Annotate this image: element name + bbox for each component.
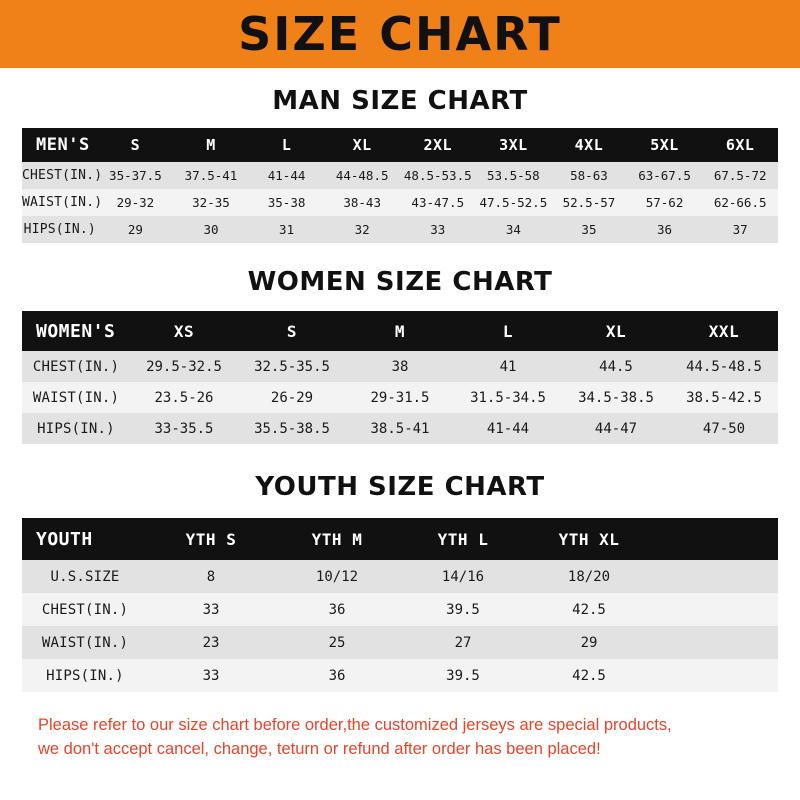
- column-header: L: [502, 321, 514, 341]
- column-header: YTH XL: [558, 529, 620, 549]
- footer-note-line-1: Please refer to our size chart before order,the customized jerseys are special products,: [38, 716, 672, 734]
- table-cell: 35-37.5: [109, 168, 162, 183]
- table-cell: 57-62: [645, 195, 684, 210]
- table-row: [22, 162, 778, 189]
- table-cell: 27: [454, 634, 472, 651]
- column-header: 2XL: [423, 136, 453, 154]
- footer-note: [22, 714, 778, 762]
- man-size-table: [22, 128, 778, 243]
- women-section-title: WOMEN SIZE CHART: [247, 267, 553, 297]
- table-cell: 44-48.5: [335, 168, 389, 183]
- column-header: [652, 518, 778, 560]
- table-cell: 44.5: [599, 358, 633, 375]
- table-cell: 42.5: [572, 667, 606, 684]
- table-cell: 33: [202, 601, 220, 618]
- row-label: CHEST(IN.): [22, 168, 103, 183]
- column-header: M: [394, 321, 406, 341]
- table-cell: 34: [505, 222, 521, 237]
- column-header: YOUTH: [36, 528, 93, 550]
- table-cell: 44.5-48.5: [686, 358, 762, 375]
- table-cell: 29: [580, 634, 598, 651]
- table-cell: 58-63: [570, 168, 608, 183]
- row-label: HIPS(IN.): [23, 222, 96, 237]
- table-cell: 32-35: [192, 195, 230, 210]
- table-row: [22, 626, 778, 659]
- table-cell: 47-50: [702, 420, 746, 437]
- table-header-row: [22, 311, 778, 351]
- table-cell: 47.5-52.5: [479, 195, 548, 210]
- table-cell: 33: [202, 667, 220, 684]
- table-cell: [652, 593, 778, 626]
- table-row: [22, 216, 778, 243]
- table-cell: 36: [328, 667, 346, 684]
- table-header-row: [22, 128, 778, 162]
- youth-section-title: YOUTH SIZE CHART: [255, 472, 545, 502]
- column-header: 5XL: [650, 136, 679, 154]
- man-section-title: MAN SIZE CHART: [272, 86, 528, 116]
- table-cell: 35-38: [267, 195, 306, 210]
- table-cell: 38: [391, 358, 409, 375]
- column-header: YTH S: [185, 529, 237, 549]
- column-header: YTH L: [437, 529, 489, 549]
- column-header: WOMEN'S: [36, 320, 116, 342]
- table-cell: [652, 626, 778, 659]
- table-row: [22, 382, 778, 413]
- women-size-table: [22, 311, 778, 444]
- column-header: MEN'S: [36, 135, 90, 155]
- row-label: HIPS(IN.): [37, 420, 115, 437]
- table-cell: 38.5-42.5: [686, 389, 762, 406]
- row-label: HIPS(IN.): [46, 667, 124, 684]
- table-cell: 31.5-34.5: [470, 389, 546, 406]
- table-cell: 29.5-32.5: [146, 358, 222, 375]
- table-cell: 25: [328, 634, 346, 651]
- youth-size-table: [22, 518, 778, 692]
- table-cell: 44-47: [594, 420, 638, 437]
- table-cell: 37.5-41: [184, 168, 238, 183]
- column-header: XS: [173, 321, 195, 341]
- table-cell: 63-67.5: [638, 168, 691, 183]
- table-cell: 41-44: [267, 168, 306, 183]
- table-cell: 29: [127, 222, 143, 237]
- column-header: XXL: [708, 321, 740, 341]
- table-cell: 35: [581, 222, 597, 237]
- table-cell: 31: [279, 222, 295, 237]
- table-cell: 32.5-35.5: [254, 358, 330, 375]
- column-header: YTH M: [311, 529, 363, 549]
- page-title: SIZE CHART: [238, 7, 562, 61]
- table-row: [22, 560, 778, 593]
- header-band: [0, 0, 800, 68]
- table-cell: 34.5-38.5: [578, 389, 654, 406]
- table-row: [22, 413, 778, 444]
- table-cell: 33: [430, 222, 446, 237]
- column-header: L: [281, 136, 292, 154]
- row-label: WAIST(IN.): [32, 389, 120, 406]
- column-header: 3XL: [499, 136, 528, 154]
- column-header: 4XL: [574, 136, 604, 154]
- table-cell: 37: [732, 222, 748, 237]
- table-cell: 33-35.5: [154, 420, 214, 437]
- table-cell: 14/16: [441, 568, 485, 585]
- column-header: M: [206, 136, 216, 154]
- table-cell: [652, 659, 778, 692]
- column-header: XL: [605, 321, 627, 341]
- footer-note-line-2: we don't accept cancel, change, teturn or refund after order has been placed!: [38, 739, 601, 758]
- table-cell: 52.5-57: [562, 195, 616, 210]
- table-cell: 30: [203, 222, 219, 237]
- table-cell: 29-32: [116, 195, 155, 210]
- table-cell: 36: [328, 601, 346, 618]
- column-header: S: [130, 136, 141, 154]
- table-header-row: [22, 518, 778, 560]
- table-cell: 23: [202, 634, 220, 651]
- table-cell: 10/12: [315, 568, 359, 585]
- table-cell: [652, 560, 778, 593]
- table-cell: 53.5-58: [487, 168, 540, 183]
- column-header: S: [286, 321, 298, 341]
- table-row: [22, 593, 778, 626]
- table-cell: 32: [354, 222, 370, 237]
- table-cell: 62-66.5: [713, 195, 767, 210]
- row-label: CHEST(IN.): [32, 358, 120, 375]
- table-cell: 41: [499, 358, 517, 375]
- table-cell: 67.5-72: [713, 168, 767, 183]
- table-row: [22, 189, 778, 216]
- column-header: 6XL: [725, 136, 755, 154]
- table-cell: 39.5: [446, 601, 480, 618]
- row-label: U.S.SIZE: [50, 568, 120, 585]
- table-cell: 39.5: [446, 667, 480, 684]
- table-cell: 23.5-26: [154, 389, 214, 406]
- table-row: [22, 351, 778, 382]
- row-label: WAIST(IN.): [41, 634, 129, 651]
- table-row: [22, 659, 778, 692]
- table-cell: 36: [657, 222, 673, 237]
- table-cell: 38.5-41: [370, 420, 430, 437]
- row-label: WAIST(IN.): [22, 195, 103, 210]
- content-area: [0, 86, 800, 762]
- row-label: CHEST(IN.): [41, 601, 129, 618]
- table-cell: 38-43: [343, 195, 381, 210]
- table-cell: 18/20: [567, 568, 611, 585]
- table-cell: 8: [206, 568, 216, 585]
- table-cell: 41-44: [486, 420, 530, 437]
- table-cell: 35.5-38.5: [254, 420, 330, 437]
- table-cell: 29-31.5: [370, 389, 430, 406]
- table-cell: 26-29: [270, 389, 314, 406]
- table-cell: 42.5: [572, 601, 606, 618]
- table-cell: 43-47.5: [411, 195, 465, 210]
- column-header: XL: [352, 136, 372, 154]
- table-cell: 48.5-53.5: [403, 168, 472, 183]
